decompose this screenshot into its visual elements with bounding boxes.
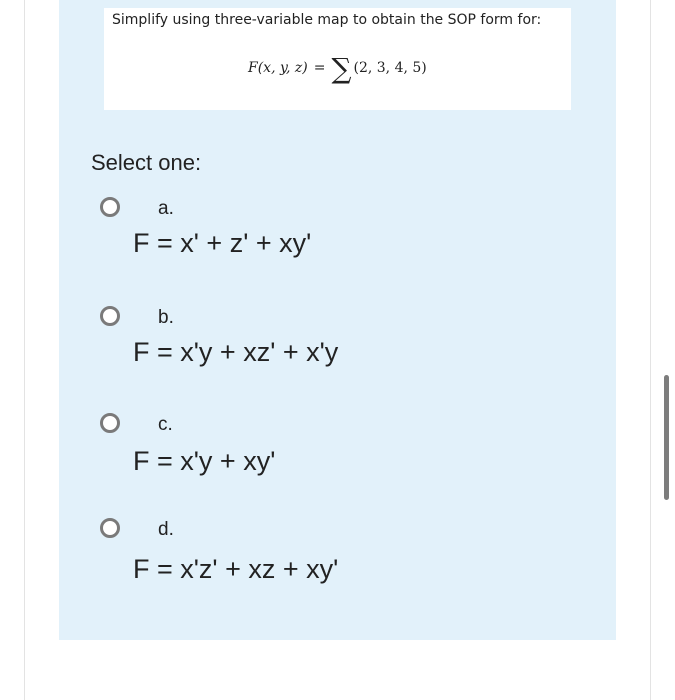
- radio-button-d[interactable]: [100, 518, 120, 538]
- question-prompt: Simplify using three-variable map to obtain the SOP form for:: [112, 12, 542, 28]
- scrollbar[interactable]: [664, 375, 669, 500]
- radio-button-a[interactable]: [100, 197, 120, 217]
- sigma-symbol: ∑: [331, 52, 352, 85]
- option-expression-a[interactable]: F = x' + z' + xy': [133, 228, 312, 258]
- page-border-left: [24, 0, 25, 700]
- option-letter-a: a.: [158, 198, 174, 219]
- formula-args: (2, 3, 4, 5): [353, 60, 427, 76]
- option-expression-b[interactable]: F = x'y + xz' + x'y: [133, 337, 339, 367]
- option-letter-b: b.: [158, 307, 174, 328]
- formula-lhs: F(x, y, z): [248, 60, 308, 76]
- option-expression-c[interactable]: F = x'y + xy': [133, 446, 276, 476]
- formula-equals: =: [313, 60, 326, 76]
- option-expression-d[interactable]: F = x'z' + xz + xy': [133, 554, 339, 584]
- page-border-right: [650, 0, 651, 700]
- select-one-label: Select one:: [91, 150, 202, 175]
- option-letter-d: d.: [158, 519, 174, 540]
- option-letter-c: c.: [158, 414, 173, 435]
- radio-button-b[interactable]: [100, 306, 120, 326]
- radio-button-c[interactable]: [100, 413, 120, 433]
